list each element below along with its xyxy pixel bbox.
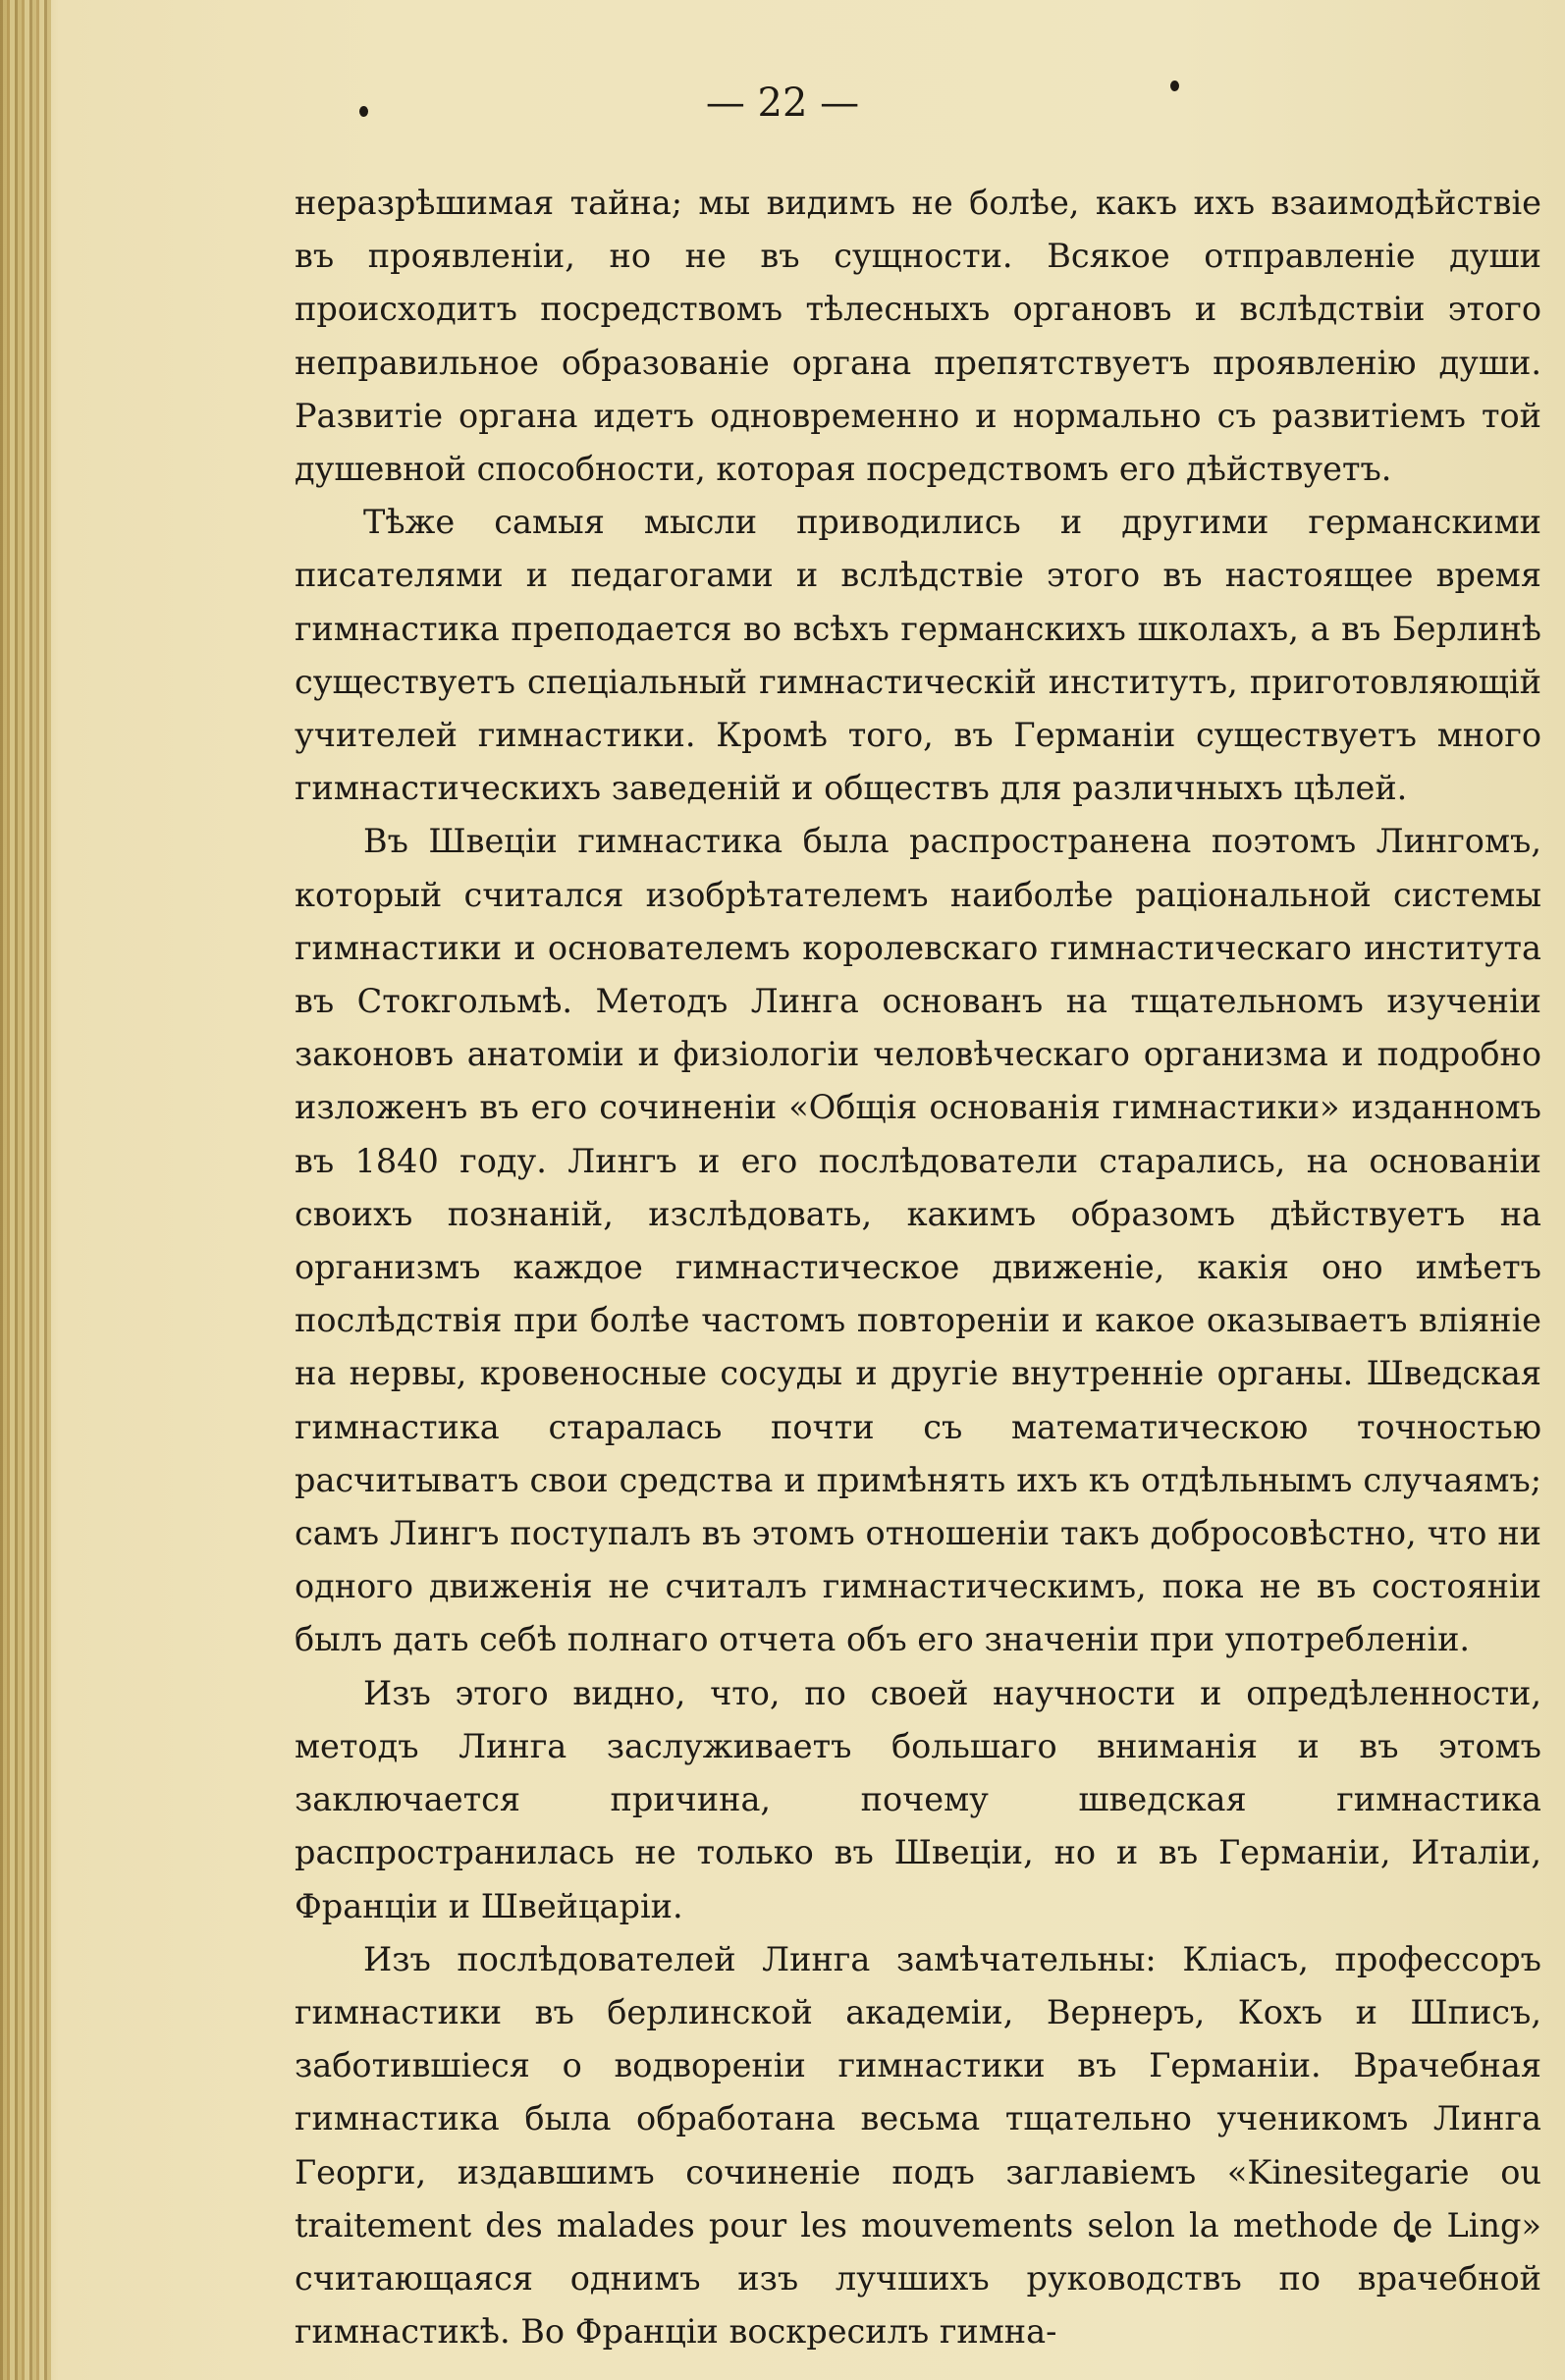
page-number: — 22 —	[705, 81, 860, 126]
book-binding-edge	[0, 0, 51, 2380]
paragraph: Тѣже самыя мысли приводились и другими германскими писателями и педагогами и вслѣдствіе этого въ настоящее время гимнастика преподается во всѣхъ германскихъ школахъ, а въ Берлинѣ существуетъ спеціальный гимнастическій институтъ, приготовляющій учителей гимнастики. Кромѣ того, въ Германіи существуетъ много гимнастическихъ заведеній и обществъ для различныхъ цѣлей.	[295, 503, 1541, 808]
page-text	[295, 177, 1541, 2358]
paragraph: Изъ послѣдователей Линга замѣчательны: Кліасъ, профессоръ гимнастики въ берлинской академіи, Вернеръ, Кохъ и Шписъ, заботившіеся о водвореніи гимнастики въ Германіи. Врачебная гимнастика была обработана весьма тщательно ученикомъ Линга Георги, издавшимъ сочиненіе подъ заглавіемъ «Kinesitegarie ou traitement des malades pour les mouvements selon la methode de Ling» считающаяся однимъ изъ лучшихъ руководствъ по врачебной гимнастикѣ. Во Франціи воскресилъ гимна-	[295, 1939, 1541, 2352]
paragraph: Въ Швеціи гимнастика была распространена поэтомъ Лингомъ, который считался изобрѣтателемъ наиболѣе раціональной системы гимнастики и основателемъ королевскаго гимнастическаго института въ Стокгольмѣ. Методъ Линга основанъ на тщательномъ изученіи законовъ анатоміи и физіологіи человѣческаго организма и подробно изложенъ въ его сочиненіи «Общія основанія гимнастики» изданномъ въ 1840 году. Лингъ и его послѣдователи старались, на основаніи своихъ познаній, изслѣдовать, какимъ образомъ дѣйствуетъ на организмъ каждое гимнастическое движеніе, какія оно имѣетъ послѣдствія при болѣе частомъ повтореніи и какое оказываетъ вліяніе на нервы, кровеносные сосуды и другіе внутренніе органы. Шведская гимнастика старалась почти съ математическою точностью расчитыватъ свои средства и примѣнять ихъ къ отдѣльнымъ случаямъ; самъ Лингъ поступалъ въ этомъ отношеніи такъ добросовѣстно, что ни одного движенія не считалъ гимнастическимъ, пока не въ состояніи былъ дать себѣ полнаго отчета объ его значеніи при употребленіи.	[295, 822, 1541, 1659]
paragraph: Изъ этого видно, что, по своей научности и опредѣленности, методъ Линга заслуживаетъ большаго вниманія и въ этомъ заключается причина, почему шведская гимнастика распространилась не только въ Швеціи, но и въ Германіи, Италіи, Франціи и Швейцаріи.	[295, 1673, 1541, 1925]
paragraph: неразрѣшимая тайна; мы видимъ не болѣе, какъ ихъ взаимодѣйствіе въ проявленіи, но не въ сущности. Всякое отправленіе души происходитъ посредствомъ тѣлесныхъ органовъ и вслѣдствіи этого неправильное образованіе органа препятствуетъ проявленію души. Развитіе органа идетъ одновременно и нормально съ развитіемъ той душевной способности, которая посредствомъ его дѣйствуетъ.	[295, 184, 1541, 489]
